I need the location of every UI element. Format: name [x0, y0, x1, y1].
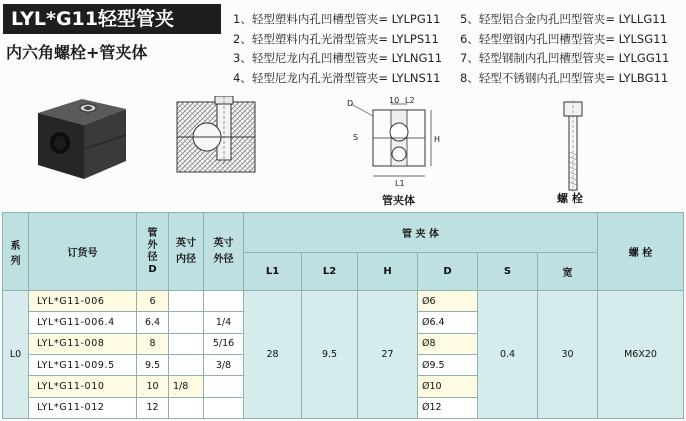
tube-od-cell: 8 — [137, 333, 169, 354]
d-cell: Ø8 — [418, 333, 478, 354]
order-number-cell: LYL*G11-008 — [29, 333, 137, 354]
l1-cell: 28 — [244, 291, 302, 419]
header-bolt: 螺 栓 — [598, 213, 684, 291]
header-inch-id: 英寸 内径 — [169, 213, 204, 291]
width-cell: 30 — [538, 291, 598, 419]
header-series: 系 列 — [3, 213, 29, 291]
inch-od-cell — [204, 397, 244, 418]
inch-od-cell: 5/16 — [204, 333, 244, 354]
h-cell: 27 — [358, 291, 418, 419]
order-number-cell: LYL*G11-006.4 — [29, 312, 137, 333]
bolt-drawing — [560, 100, 586, 192]
inch-id-cell — [169, 333, 204, 354]
material-code: 6、轻型塑钢内孔凹槽型管夹= LYLSG11 — [460, 31, 668, 46]
d-cell: Ø9.5 — [418, 354, 478, 375]
dim-label-l2: L2 — [405, 96, 415, 105]
inch-id-cell: 1/8 — [169, 376, 204, 397]
series-cell: L0 — [3, 291, 29, 419]
tube-od-cell: 9.5 — [137, 354, 169, 375]
tube-od-cell: 6.4 — [137, 312, 169, 333]
table-row — [3, 291, 684, 312]
bolt-cell: M6X20 — [598, 291, 684, 419]
tube-od-cell: 10 — [137, 376, 169, 397]
order-number-cell: LYL*G11-009.5 — [29, 354, 137, 375]
page-subtitle: 内六角螺栓+管夹体 — [6, 43, 148, 62]
spec-table — [2, 212, 683, 419]
tube-od-cell: 12 — [137, 397, 169, 418]
inch-id-cell — [169, 312, 204, 333]
material-codes-right — [460, 10, 669, 88]
drawing-caption-body: 管夹体 — [382, 194, 415, 207]
page-title: LYL*G11轻型管夹 — [3, 4, 221, 34]
order-number-cell: LYL*G11-012 — [29, 397, 137, 418]
header-clamp-body: 管 夹 体 — [244, 213, 598, 253]
s-cell: 0.4 — [478, 291, 538, 419]
material-code: 2、轻型塑料内孔光滑型管夹= LYLPS11 — [233, 31, 439, 46]
header-order-number: 订货号 — [29, 213, 137, 291]
inch-od-cell — [204, 376, 244, 397]
material-codes-left — [233, 10, 442, 88]
material-code: 4、轻型尼龙内孔光滑型管夹= LYLNS11 — [233, 70, 441, 85]
header-s: S — [478, 253, 538, 291]
d-cell: Ø10 — [418, 376, 478, 397]
dimension-drawing — [345, 96, 460, 194]
dim-label-10: 10 — [389, 96, 400, 105]
d-cell: Ø6 — [418, 291, 478, 312]
dim-label-l1: L1 — [395, 179, 405, 188]
header-l2: L2 — [302, 253, 358, 291]
clamp-photo — [30, 95, 130, 181]
dim-label-s: S — [353, 133, 359, 142]
dim-label-h: H — [434, 135, 441, 144]
tube-od-cell: 6 — [137, 291, 169, 312]
header-width: 宽 — [538, 253, 598, 291]
material-code: 8、轻型不锈钢内孔凹型管夹= LYLBG11 — [460, 70, 669, 85]
header-l1: L1 — [244, 253, 302, 291]
l2-cell: 9.5 — [302, 291, 358, 419]
section-drawing — [175, 96, 260, 176]
order-number-cell: LYL*G11-006 — [29, 291, 137, 312]
inch-id-cell — [169, 354, 204, 375]
d-cell: Ø6.4 — [418, 312, 478, 333]
dim-label-d: D — [347, 99, 354, 108]
material-code: 1、轻型塑料内孔凹槽型管夹= LYLPG11 — [233, 12, 441, 26]
material-code: 7、轻型钢制内孔凹槽型管夹= LYLGG11 — [460, 51, 670, 65]
inch-id-cell — [169, 397, 204, 418]
inch-id-cell — [169, 291, 204, 312]
header-d: D — [418, 253, 478, 291]
header-h: H — [358, 253, 418, 291]
header-inch-od: 英寸 外径 — [204, 213, 244, 291]
inch-od-cell: 3/8 — [204, 354, 244, 375]
order-number-cell: LYL*G11-010 — [29, 376, 137, 397]
inch-od-cell — [204, 291, 244, 312]
inch-od-cell: 1/4 — [204, 312, 244, 333]
header-tube-od: 管 外 径 D — [137, 213, 169, 291]
drawing-caption-bolt: 螺 栓 — [557, 192, 583, 205]
d-cell: Ø12 — [418, 397, 478, 418]
material-code: 3、轻型尼龙内孔凹槽型管夹= LYLNG11 — [233, 51, 443, 65]
material-code: 5、轻型铝合金内孔凹型管夹= LYLLG11 — [460, 12, 667, 26]
